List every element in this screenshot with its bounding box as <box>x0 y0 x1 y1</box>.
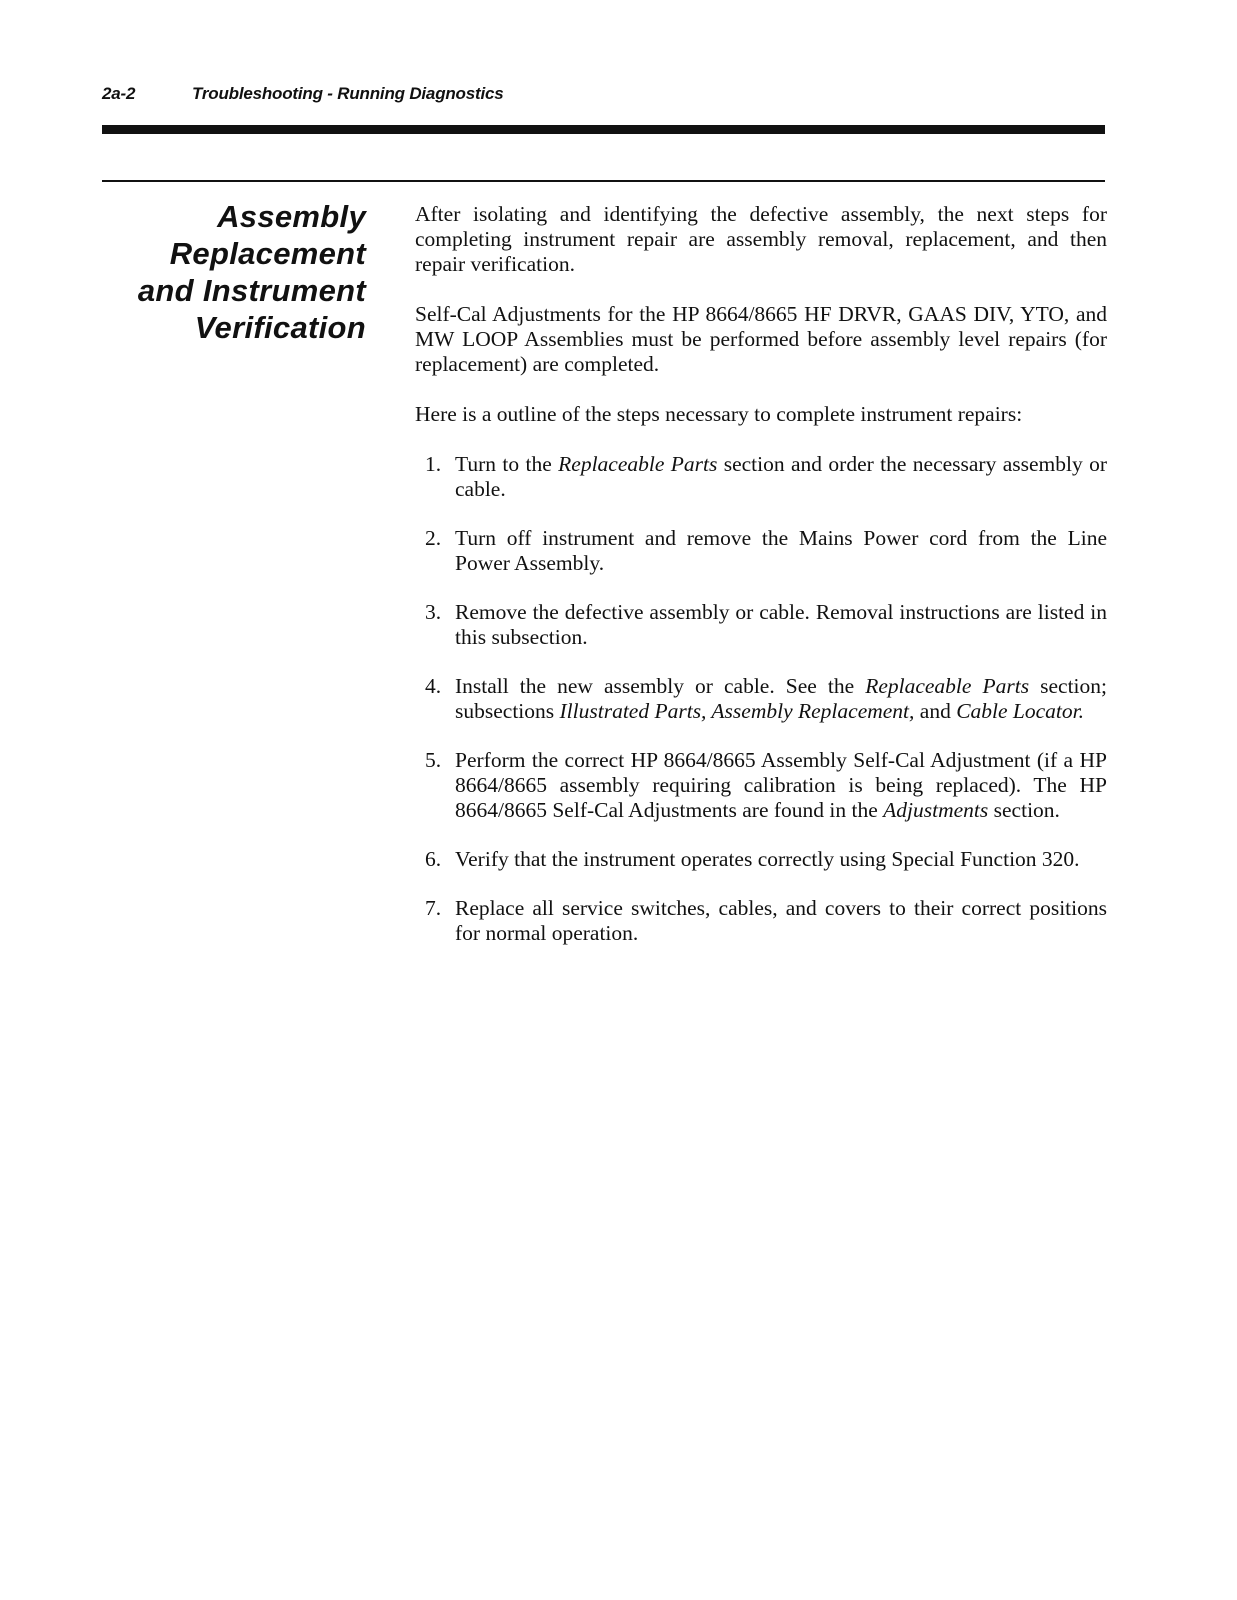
heading-line: Assembly <box>217 199 366 234</box>
step-number: 7. <box>425 896 442 920</box>
step-text: Verify that the instrument operates correctly using Special Function 320. <box>455 847 1080 871</box>
step-text: and <box>914 699 957 723</box>
body-text <box>415 202 1107 970</box>
step-text: section and order the necessary assembly or cable. <box>455 452 1108 501</box>
step-number: 6. <box>425 847 442 871</box>
steps-list <box>415 452 1107 946</box>
step-emphasis: Replaceable Parts <box>558 452 718 476</box>
step-text: Replace all service switches, cables, and covers to their correct positions for normal operation. <box>455 896 1107 945</box>
list-item <box>415 847 1107 872</box>
step-number: 2. <box>425 526 442 550</box>
paragraph-outline: Here is a outline of the steps necessary to complete instrument repairs: <box>415 402 1023 426</box>
step-number: 4. <box>425 674 442 698</box>
step-number: 5. <box>425 748 442 772</box>
page-number: 2a-2 <box>102 84 136 103</box>
heading-line: and Instrument <box>137 273 366 308</box>
heading-line: Replacement <box>169 236 366 271</box>
step-text: Install the new assembly or cable. See the <box>455 674 866 698</box>
running-header <box>102 84 504 104</box>
header-title: Troubleshooting - Running Diagnostics <box>192 84 504 103</box>
step-text: section; subsections <box>455 674 1107 723</box>
list-item <box>415 600 1107 650</box>
step-emphasis: Illustrated Parts, Assembly Replacement, <box>559 699 915 723</box>
list-item <box>415 674 1107 724</box>
step-text: Turn off instrument and remove the Mains Power cord from the Line Power Assembly. <box>455 526 1107 575</box>
paragraph-intro: After isolating and identifying the defective assembly, the next steps for completing instrument repair are assembly removal, replacement, and then repair verification. <box>415 202 1107 276</box>
step-text: section. <box>988 798 1060 822</box>
step-text: Perform the correct HP 8664/8665 Assembly Self-Cal Adjustment (if a HP 8664/8665 assembly requiring calibration is being replaced). The HP 8664/8665 Self-Cal Adjustments are found in the <box>455 748 1107 822</box>
paragraph-self-cal: Self-Cal Adjustments for the HP 8664/8665 HF DRVR, GAAS DIV, YTO, and MW LOOP Assemblies must be performed before assembly level repairs (for replacement) are completed. <box>415 302 1107 376</box>
list-item <box>415 896 1107 946</box>
section-heading <box>102 198 366 346</box>
list-item <box>415 526 1107 576</box>
header-rule <box>102 125 1105 134</box>
list-item <box>415 452 1107 502</box>
step-emphasis: Cable Locator. <box>956 699 1085 723</box>
step-emphasis: Adjustments <box>883 798 989 822</box>
list-item <box>415 748 1107 823</box>
step-emphasis: Replaceable Parts <box>865 674 1030 698</box>
step-text: Remove the defective assembly or cable. Removal instructions are listed in this subsection. <box>455 600 1107 649</box>
step-text: Turn to the <box>455 452 559 476</box>
step-number: 3. <box>425 600 442 624</box>
section-divider <box>102 180 1105 182</box>
heading-line: Verification <box>194 310 366 345</box>
step-number: 1. <box>425 452 442 476</box>
